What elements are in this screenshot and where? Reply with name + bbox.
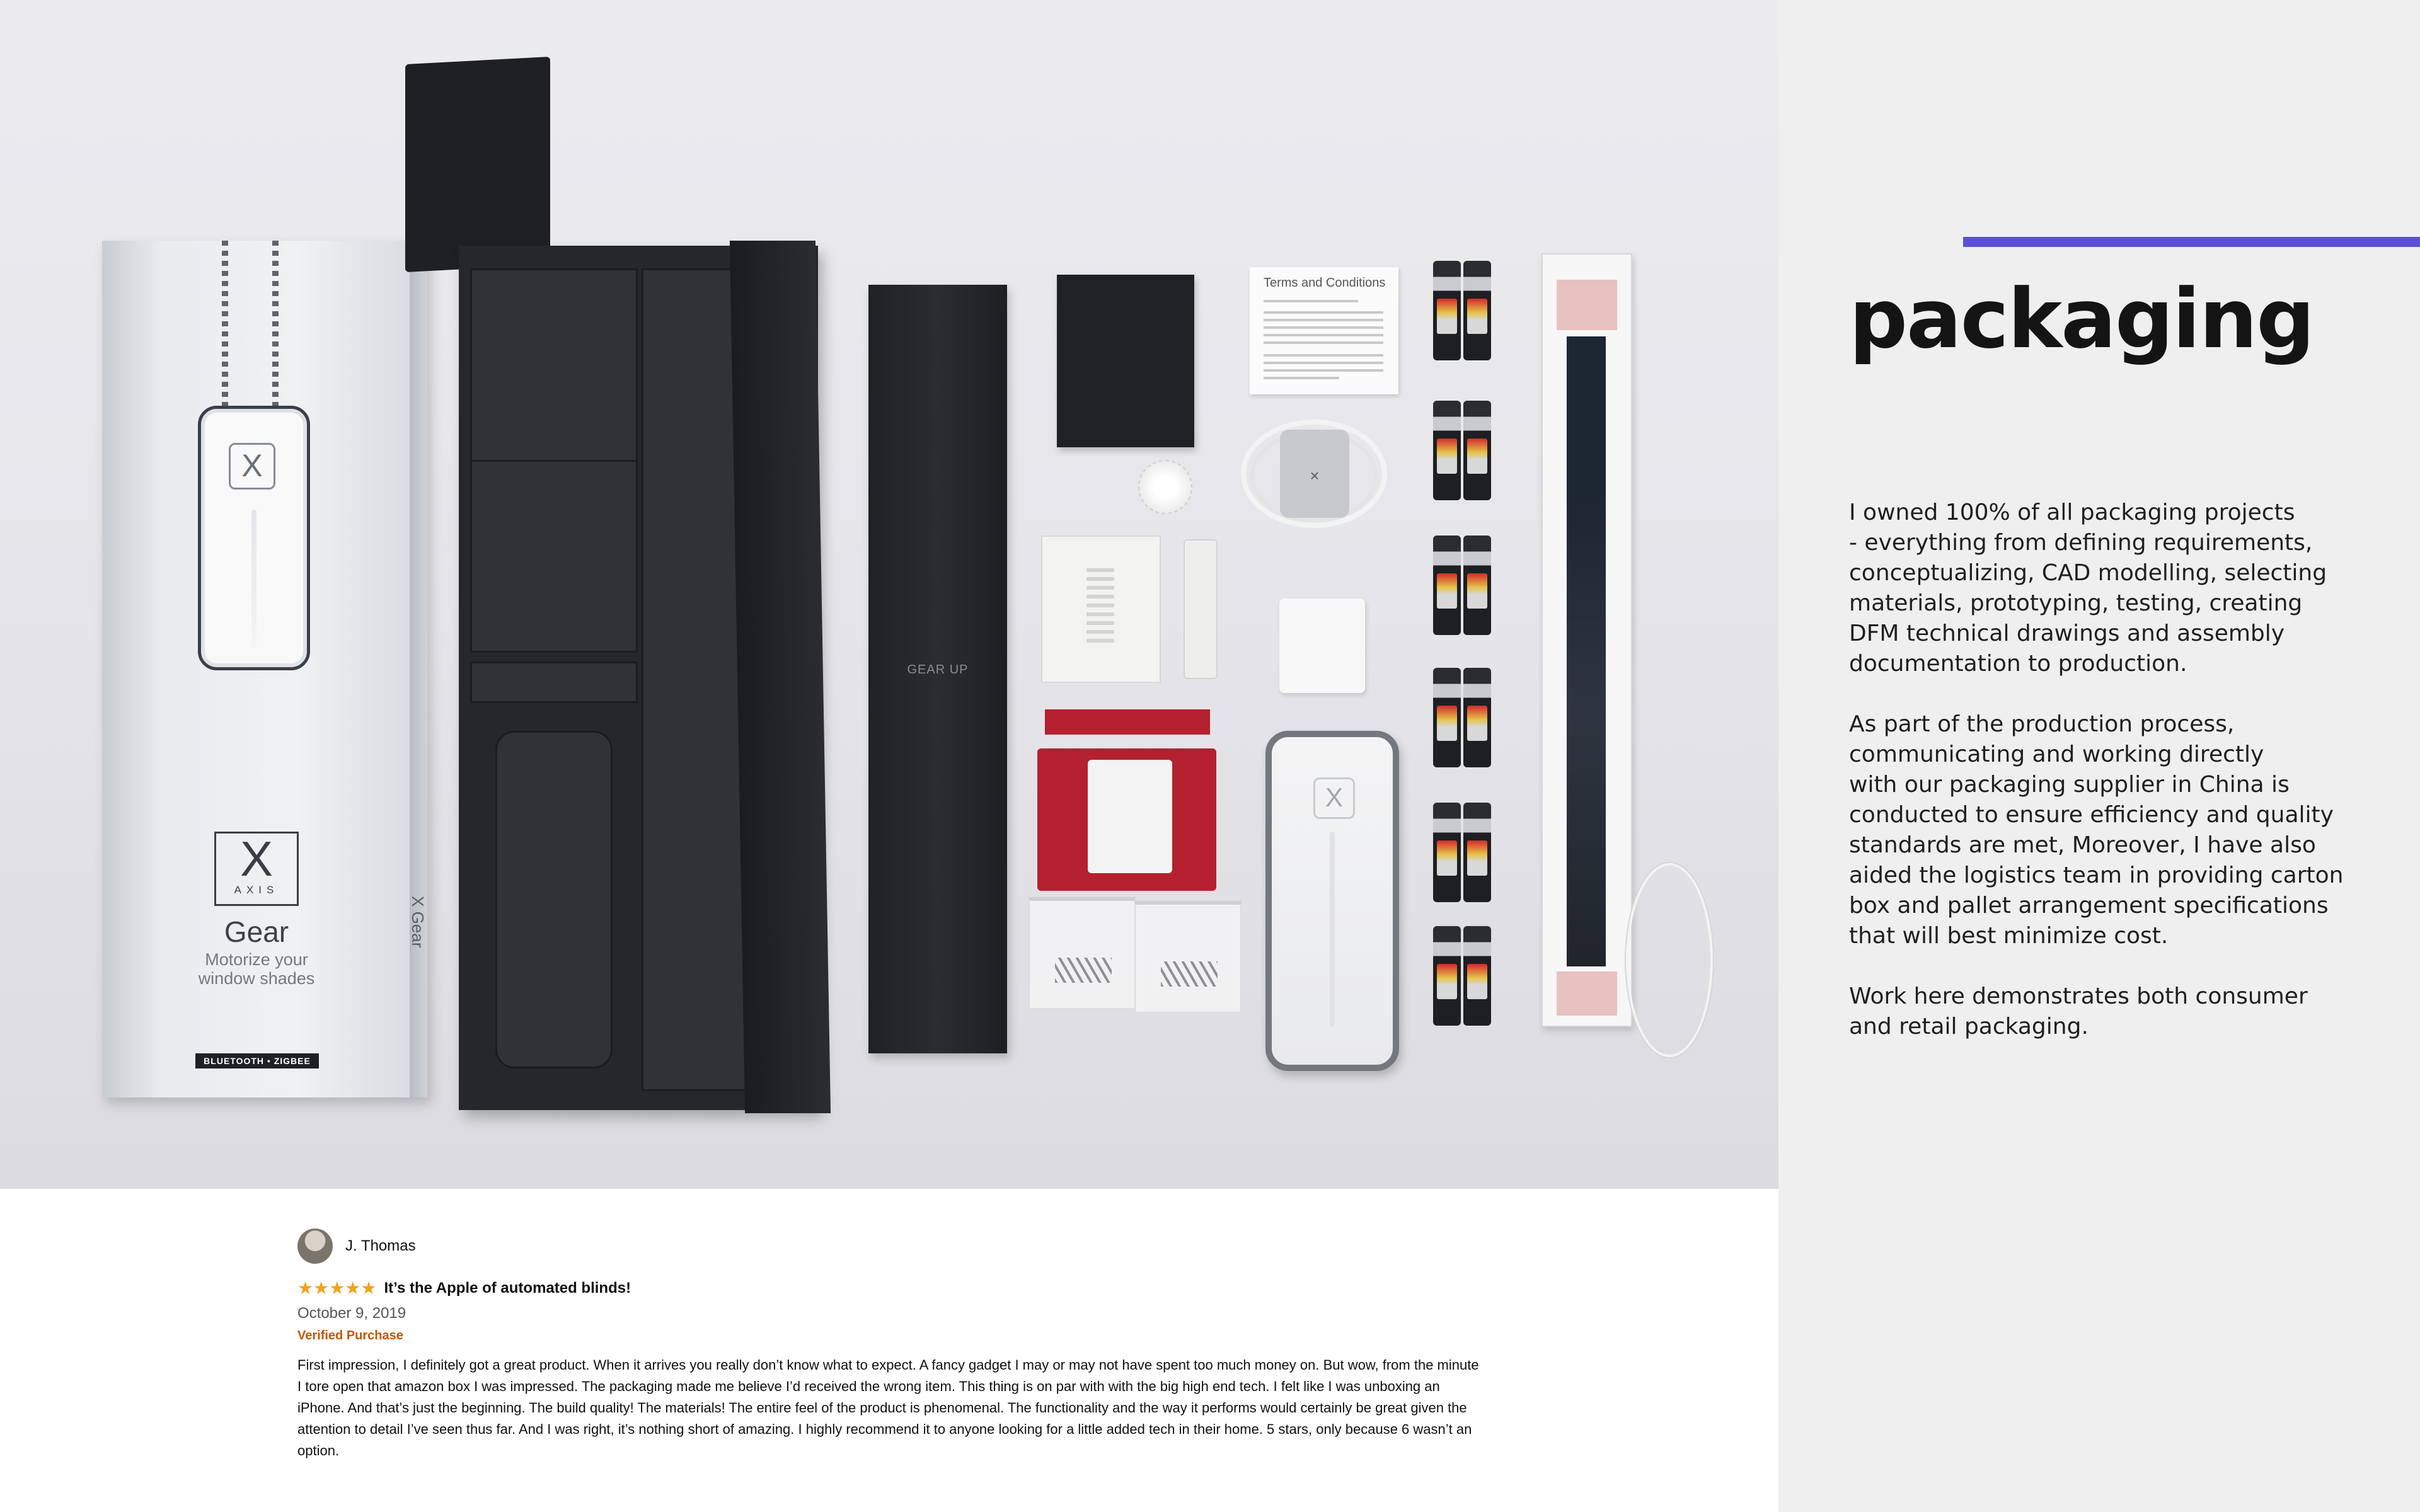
ball-chain xyxy=(272,241,279,420)
power-adapter xyxy=(1279,598,1365,693)
axis-logo-mark: X xyxy=(239,831,274,886)
insert-tray xyxy=(470,460,638,653)
terms-card xyxy=(1250,267,1398,394)
device-slot xyxy=(251,510,256,648)
battery-pair xyxy=(1433,926,1491,1026)
axis-logo-text: AXIS xyxy=(234,884,279,896)
device-cavity xyxy=(495,731,613,1068)
paragraph: I owned 100% of all packaging projects - everything from defining requirements, conceptualizing, CAD modelling, selecting materials, prototyping, testing, creating DFM technical drawings and assembly documentation to production. xyxy=(1849,500,2327,677)
adhesive-strip xyxy=(1045,709,1210,735)
box-subtitle xyxy=(102,950,411,988)
review-body: First impression, I definitely got a great product. When it arrives you really don’t know what to expect. A fancy gadget I may or may not have spent too much money on. But wow, from the minute I tore open that amazon box I was impressed. The packaging made me believe I’d received the wrong item. This thing is on par with with the big high end tech. I felt like I was unboxing an iPhone. And that’s just the beginning. The build quality! The materials! The entire feel of the product is phenomenal. The functionality and the way it performs would certainly be great given the attention to detail I’ve seen thus far. And I was right, it’s nothing short of amazing. I highly recommend it to anyone looking for a little added tech in their home. 5 stars, only because 6 wasn’t an option. xyxy=(297,1357,1479,1458)
box-device-illustration xyxy=(198,406,310,670)
page-title: packaging xyxy=(1849,271,2314,367)
box-title: Gear xyxy=(224,915,289,948)
box-subtitle-line: window shades xyxy=(198,969,315,988)
adhesive-tape xyxy=(1557,971,1617,1016)
retail-box xyxy=(102,241,427,1097)
box-flap xyxy=(730,241,831,1113)
screw-bag xyxy=(1028,897,1136,1009)
description-panel xyxy=(1778,0,2420,1512)
mounting-bracket xyxy=(1041,536,1161,683)
usb-charger-cable xyxy=(1238,411,1390,549)
battery-pair xyxy=(1433,803,1491,902)
review-date: October 9, 2019 xyxy=(297,1305,406,1322)
screw-bag xyxy=(1134,901,1242,1013)
avatar xyxy=(297,1228,333,1264)
adhesive-pad xyxy=(1037,748,1216,891)
paragraph: Work here demonstrates both consumer and retail packaging. xyxy=(1849,983,2308,1040)
ball-chain xyxy=(222,241,228,420)
solar-panel xyxy=(1541,253,1632,1027)
solar-cable xyxy=(1626,863,1713,1057)
box-lid xyxy=(405,57,550,272)
gear-wheel xyxy=(1138,460,1192,514)
reviewer-name: J. Thomas xyxy=(345,1237,416,1254)
sleeve-text: GEAR UP xyxy=(907,663,969,677)
screws xyxy=(1161,961,1218,987)
battery-pair xyxy=(1433,261,1491,360)
paragraph: As part of the production process, communicating and working directly with our packaging supplier in China is conducted to ensure efficiency and quality standards are met, Moreover, I have also aided the logistics team in providing carton box and pallet arrangement specifications that will best minimize cost. xyxy=(1849,711,2344,949)
accent-bar xyxy=(1963,237,2420,247)
customer-review xyxy=(297,1228,1495,1462)
solar-cells xyxy=(1567,336,1606,966)
box-side-panel xyxy=(410,241,427,1097)
adhesive-tape xyxy=(1557,280,1617,330)
battery-pair xyxy=(1433,668,1491,767)
reviewer xyxy=(297,1228,1495,1264)
box-side-text: X Gear xyxy=(408,896,427,948)
mount-clip xyxy=(1184,539,1218,679)
box-subtitle-line: Motorize your xyxy=(205,950,308,969)
connectivity-badge: BLUETOOTH • ZIGBEE xyxy=(195,1053,319,1068)
review-title-row xyxy=(297,1278,1495,1298)
star-rating-icon: ★★★★★ xyxy=(297,1278,377,1298)
screws xyxy=(1055,958,1112,983)
x-logo-icon: X xyxy=(1313,777,1355,819)
x-logo-icon: X xyxy=(229,443,275,490)
bracket-vents xyxy=(1086,568,1114,644)
insert-tray xyxy=(470,662,638,703)
gear-device xyxy=(1265,731,1399,1071)
insert-tray xyxy=(470,268,638,474)
warning-label xyxy=(1088,760,1172,873)
battery-pair xyxy=(1433,401,1491,500)
description-text xyxy=(1849,498,2366,1072)
terms-card-title: Terms and Conditions xyxy=(1264,276,1386,290)
gear-up-sleeve xyxy=(868,285,1007,1053)
device-slot xyxy=(1330,832,1335,1027)
review-title: It’s the Apple of automated blinds! xyxy=(384,1279,631,1297)
small-black-box xyxy=(1057,275,1194,447)
battery-pair xyxy=(1433,536,1491,635)
axis-logo xyxy=(214,832,299,906)
svg-text:×: × xyxy=(1310,466,1320,485)
verified-purchase-badge: Verified Purchase xyxy=(297,1329,403,1343)
